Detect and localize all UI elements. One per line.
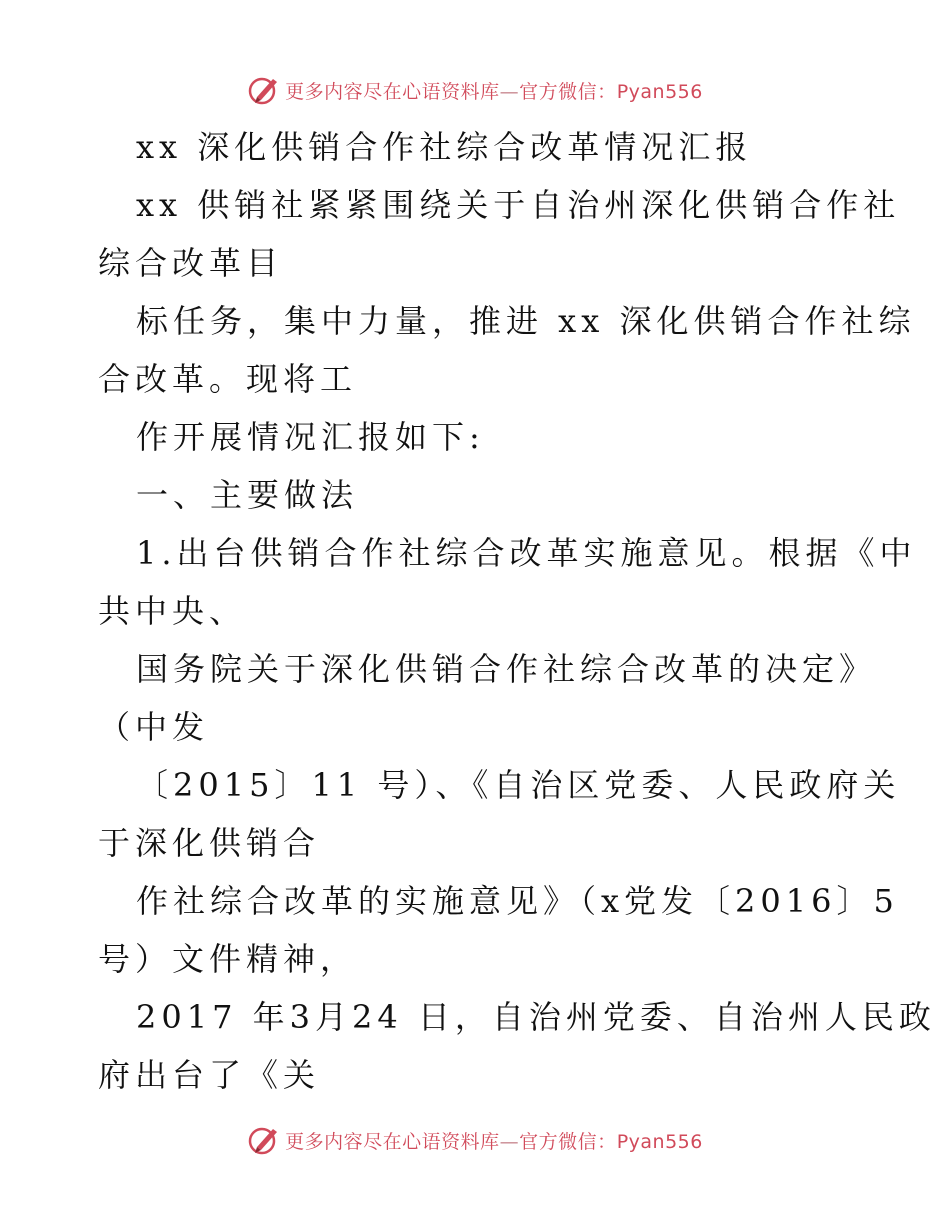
pen-logo-icon bbox=[247, 1123, 281, 1157]
banner-contact-handle: Pyan556 bbox=[616, 80, 703, 103]
document-line: 2017 年3月24 日，自治州党委、自治州人民政 bbox=[136, 998, 936, 1036]
banner-contact-label: 官方微信： bbox=[519, 1130, 617, 1153]
banner-separator: — bbox=[499, 1130, 520, 1153]
banner-text bbox=[285, 77, 703, 104]
banner-main-text: 更多内容尽在心语资料库 bbox=[285, 1130, 500, 1153]
document-line: 综合改革目 bbox=[98, 244, 284, 282]
banner-separator: — bbox=[499, 80, 520, 103]
document-line: 于深化供销合 bbox=[98, 824, 321, 862]
document-line: 号）文件精神， bbox=[98, 940, 358, 978]
document-line: 府出台了《关 bbox=[98, 1056, 321, 1094]
banner-main-text: 更多内容尽在心语资料库 bbox=[285, 80, 500, 103]
pen-logo-icon bbox=[247, 73, 281, 107]
document-line: xx 深化供销合作社综合改革情况汇报 bbox=[136, 128, 753, 166]
document-line: 作社综合改革的实施意见》（x党发〔2016〕5 bbox=[136, 882, 899, 920]
document-line: 作开展情况汇报如下: bbox=[136, 418, 485, 456]
document-line: （中发 bbox=[98, 708, 210, 746]
document-line: 国务院关于深化供销合作社综合改革的决定》 bbox=[136, 650, 877, 688]
document-line: xx 供销社紧紧围绕关于自治州深化供销合作社 bbox=[136, 186, 901, 224]
banner-text bbox=[285, 1127, 703, 1154]
banner-contact-label: 官方微信： bbox=[519, 80, 617, 103]
document-line: 合改革。现将工 bbox=[98, 360, 358, 398]
document-line: 1.出台供销合作社综合改革实施意见。根据《中 bbox=[136, 534, 917, 572]
document-line: 标任务，集中力量，推进 xx 深化供销合作社综 bbox=[136, 302, 916, 340]
document-line: 一、主要做法 bbox=[136, 476, 359, 514]
banner-contact-handle: Pyan556 bbox=[616, 1130, 703, 1153]
document-line: 〔2015〕11 号）、《自治区党委、人民政府关 bbox=[136, 766, 901, 804]
header-banner bbox=[0, 70, 950, 110]
document-line: 共中央、 bbox=[98, 592, 247, 630]
document-body bbox=[98, 118, 936, 1104]
footer-banner bbox=[0, 1120, 950, 1160]
